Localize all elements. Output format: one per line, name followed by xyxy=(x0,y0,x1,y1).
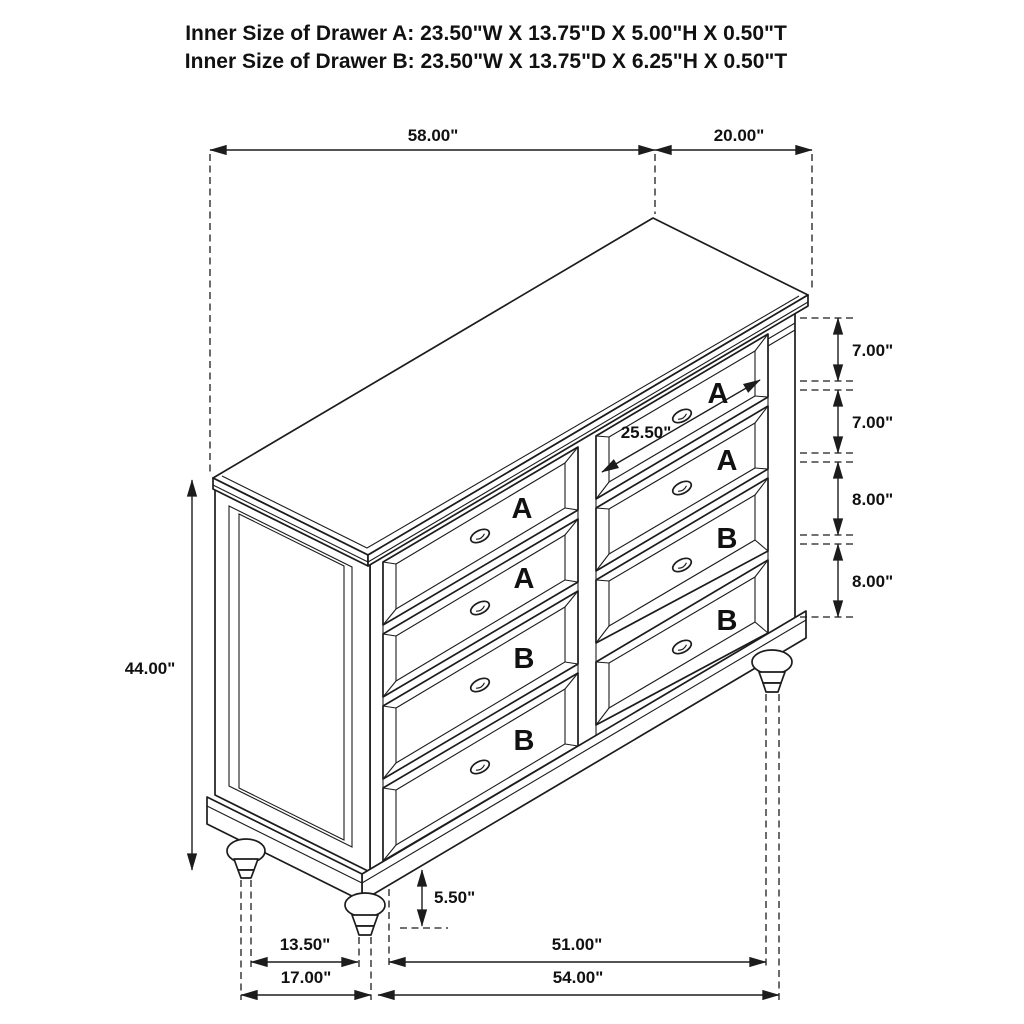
dim-top-width-label: 58.00" xyxy=(407,126,459,145)
drawer-label-left-4: B xyxy=(513,725,535,757)
dim-top-depth-label: 20.00" xyxy=(713,126,765,145)
dim-overall-width xyxy=(378,968,779,995)
leg-front-right xyxy=(752,650,792,692)
dim-leg-spacing-depth xyxy=(251,935,358,962)
drawer-label-left-2: A xyxy=(513,563,535,595)
dim-front-leg-spacing xyxy=(389,935,766,962)
dim-drawer-heights xyxy=(800,318,893,617)
dim-leg-spacing-depth-label: 13.50" xyxy=(279,935,331,954)
dim-drawer-b2-height-label: 8.00" xyxy=(852,572,894,591)
diagram-title xyxy=(185,22,788,73)
leg-front-left xyxy=(345,893,385,935)
title-line-2: Inner Size of Drawer B: 23.50"W X 13.75"D X 6.25"H X 0.50"T xyxy=(184,50,788,73)
dim-leg-height-label: 5.50" xyxy=(434,888,476,907)
drawer-label-right-2: A xyxy=(716,445,738,477)
dim-drawer-front-width-label: 25.50" xyxy=(620,423,672,442)
title-line-1: Inner Size of Drawer A: 23.50"W X 13.75"D X 5.00"H X 0.50"T xyxy=(185,22,787,45)
drawer-label-right-4: B xyxy=(716,605,738,637)
dim-drawer-a1-height-label: 7.00" xyxy=(852,341,894,360)
dim-overall-height-label: 44.00" xyxy=(124,659,176,678)
dim-overall-width-label: 54.00" xyxy=(552,968,604,987)
dim-drawer-a2-height-label: 7.00" xyxy=(852,413,894,432)
dim-overall-height xyxy=(125,480,192,870)
dim-front-leg-spacing-label: 51.00" xyxy=(551,935,603,954)
drawer-label-right-1: A xyxy=(707,378,729,410)
drawer-label-left-3: B xyxy=(513,643,535,675)
leg-back-left xyxy=(227,839,265,878)
drawer-label-left-1: A xyxy=(511,493,533,525)
dim-overall-depth xyxy=(241,968,371,995)
dim-overall-depth-label: 17.00" xyxy=(280,968,332,987)
extension-lines xyxy=(800,318,856,617)
drawer-label-right-3: B xyxy=(716,523,738,555)
dim-leg-height xyxy=(400,870,475,928)
dresser-drawing xyxy=(207,218,808,935)
dim-drawer-b1-height-label: 8.00" xyxy=(852,490,894,509)
